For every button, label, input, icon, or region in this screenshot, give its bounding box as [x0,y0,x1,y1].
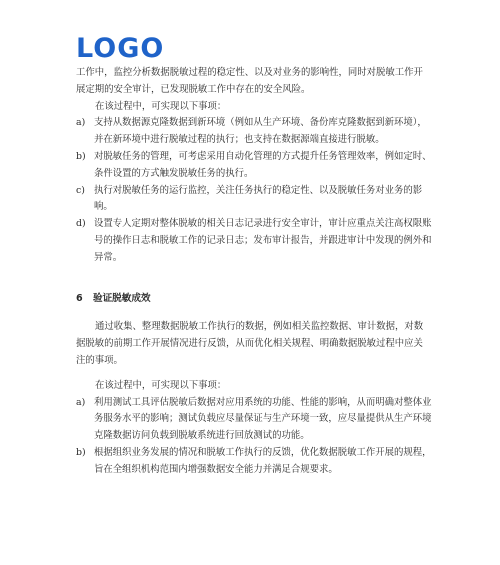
list-marker: c) [76,184,85,196]
list-a [76,115,432,266]
section-heading [76,291,432,308]
section-title: 验证脱敏成效 [93,292,151,304]
list-b [76,395,432,479]
list-marker: a) [76,396,86,408]
list-item-text: 支持从数据源克隆数据到新环境（例如从生产环境、备份库克隆数据到新环境），并在新环境中进行脱敏过程的执行；也支持在数据源端直接进行脱敏。 [94,117,427,146]
list-item-text: 利用测试工具评估脱敏后数据对应用系统的功能、性能的影响，从而明确对整体业务服务水平的影响；测试负载应尽量保证与生产环境一致，应尽量提供从生产环境克隆数据访问负载到脱敏系统进行回放测试的功能。 [94,396,432,442]
list-item [76,216,432,266]
list-item-text: 执行对脱敏任务的运行监控，关注任务执行的稳定性、以及脱敏任务对业务的影响。 [94,184,423,213]
list-item [76,445,432,479]
list-marker: d) [76,218,86,230]
list-item [76,183,432,217]
section-number: 6 [76,292,83,304]
section-lead: 在该过程中，可实现以下事项： [95,379,227,391]
list-item-text: 对脱敏任务的管理，可考虑采用自动化管理的方式提升任务管理效率，例如定时、条件设置的方式触发脱敏任务的执行。 [94,150,432,179]
list-item-text: 设置专人定期对整体脱敏的相关日志记录进行安全审计，审计应重点关注高权限账号的操作日志和脱敏工作的记录日志；发布审计报告，并跟进审计中发现的例外和异常。 [94,218,432,263]
list-marker: b) [76,150,86,162]
intro-paragraph: 工作中，监控分析数据脱敏过程的稳定性、以及对业务的影响性，同时对脱敏工作开展定期的安全审计，已发现脱敏工作中存在的安全风险。 [76,67,423,95]
list-item-text: 根据组织业务发展的情况和脱敏工作执行的反馈，优化数据脱敏工作开展的规程，旨在全组织机构范围内增强数据安全能力并满足合规要求。 [94,446,432,475]
logo: LOGO [76,33,165,64]
list-marker: b) [76,446,86,458]
document-body [76,65,432,479]
intro-lead: 在该过程中，可实现以下事项： [95,100,227,112]
list-item [76,115,432,149]
list-item [76,395,432,445]
list-item [76,149,432,183]
list-marker: a) [76,117,86,129]
section-paragraph: 通过收集、整理数据脱敏工作执行的数据，例如相关监控数据、审计数据，对数据脱敏的前期工作开展情况进行反馈，从而优化相关规程、明确数据脱敏过程中应关注的事项。 [76,321,424,366]
